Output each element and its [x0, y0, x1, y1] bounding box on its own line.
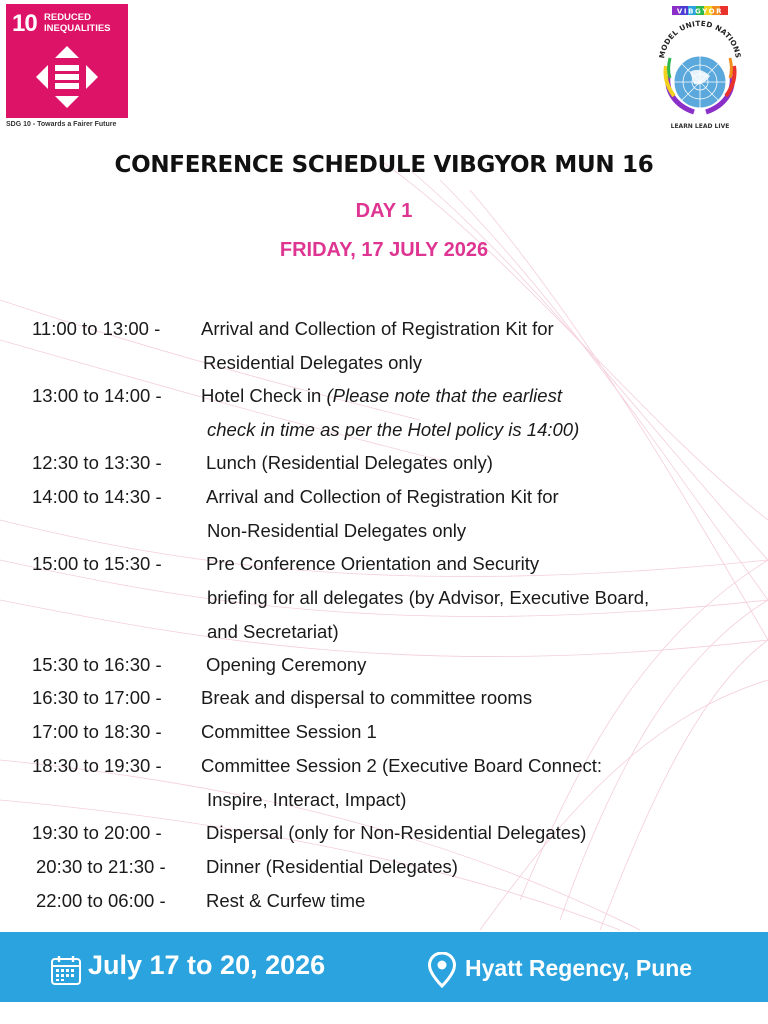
schedule-note-cont: check in time as per the Hotel policy is 14:00) — [207, 419, 580, 440]
schedule-description-cont: Non-Residential Delegates only — [207, 520, 467, 541]
schedule-description: Opening Ceremony — [206, 654, 367, 675]
reduced-inequalities-icon — [34, 44, 100, 110]
schedule-description: Dinner (Residential Delegates) — [206, 856, 458, 877]
page-title: CONFERENCE SCHEDULE VIBGYOR MUN 16 — [114, 152, 654, 178]
schedule-description-cont: Inspire, Interact, Impact) — [207, 789, 407, 810]
schedule-description: Pre Conference Orientation and Security — [206, 553, 540, 574]
footer-venue: Hyatt Regency, Pune — [465, 955, 693, 981]
mun-tagline: LEARN LEAD LIVE — [670, 123, 730, 130]
location-pin-icon — [428, 952, 456, 988]
sdg-tile — [6, 4, 128, 118]
schedule-note: (Please note that the earliest — [326, 385, 562, 406]
date-label: FRIDAY, 17 JULY 2026 — [279, 239, 489, 261]
schedule-description-cont: briefing for all delegates (by Advisor, Executive Board, — [207, 587, 650, 608]
mun-brand-text: VIBGYOR — [676, 7, 724, 16]
sdg-title-line1: REDUCED — [44, 12, 91, 23]
calendar-icon — [50, 954, 82, 986]
schedule-time: 15:30 to 16:30 - — [32, 654, 162, 675]
mun-emblem — [654, 6, 746, 132]
schedule-description-cont: Residential Delegates only — [203, 352, 423, 373]
vibgyor-mun-logo — [654, 6, 746, 132]
day-label: DAY 1 — [355, 200, 413, 222]
schedule-description: Break and dispersal to committee rooms — [201, 687, 533, 708]
schedule-time: 16:30 to 17:00 - — [32, 687, 162, 708]
globe-icon — [674, 56, 726, 108]
schedule-description: Arrival and Collection of Registration Kit for — [206, 486, 559, 507]
schedule-time: 18:30 to 19:30 - — [32, 755, 162, 776]
sdg-title — [44, 12, 124, 34]
schedule-description-cont: and Secretariat) — [207, 621, 339, 642]
schedule-description: Committee Session 2 (Executive Board Connect: — [201, 755, 603, 776]
schedule-time: 11:00 to 13:00 - — [32, 318, 161, 339]
schedule-time: 12:30 to 13:30 - — [32, 452, 162, 473]
mun-arc-text: MODEL UNITED NATIONS — [657, 18, 743, 59]
schedule-description: Rest & Curfew time — [206, 890, 366, 911]
schedule-description: Dispersal (only for Non-Residential Delegates) — [206, 822, 587, 843]
sdg-number: 10 — [12, 10, 37, 37]
sdg-caption: SDG 10 - Towards a Fairer Future — [6, 121, 117, 128]
schedule-time: 13:00 to 14:00 - — [32, 385, 162, 406]
schedule-description-main: Hotel Check in — [201, 385, 322, 406]
schedule-description — [201, 379, 562, 413]
schedule-description: Arrival and Collection of Registration Kit for — [201, 318, 554, 339]
schedule-description: Lunch (Residential Delegates only) — [206, 452, 493, 473]
schedule-time: 22:00 to 06:00 - — [36, 890, 166, 911]
schedule-time: 15:00 to 15:30 - — [32, 553, 162, 574]
sdg-title-line2: INEQUALITIES — [44, 23, 111, 34]
schedule-description: Committee Session 1 — [201, 721, 377, 742]
schedule-time: 19:30 to 20:00 - — [32, 822, 162, 843]
footer-bar — [0, 932, 768, 1002]
schedule-time: 17:00 to 18:30 - — [32, 721, 162, 742]
schedule-time: 20:30 to 21:30 - — [36, 856, 166, 877]
footer-dates: July 17 to 20, 2026 — [88, 950, 326, 980]
sdg-badge — [6, 4, 128, 128]
schedule-time: 14:00 to 14:30 - — [32, 486, 162, 507]
